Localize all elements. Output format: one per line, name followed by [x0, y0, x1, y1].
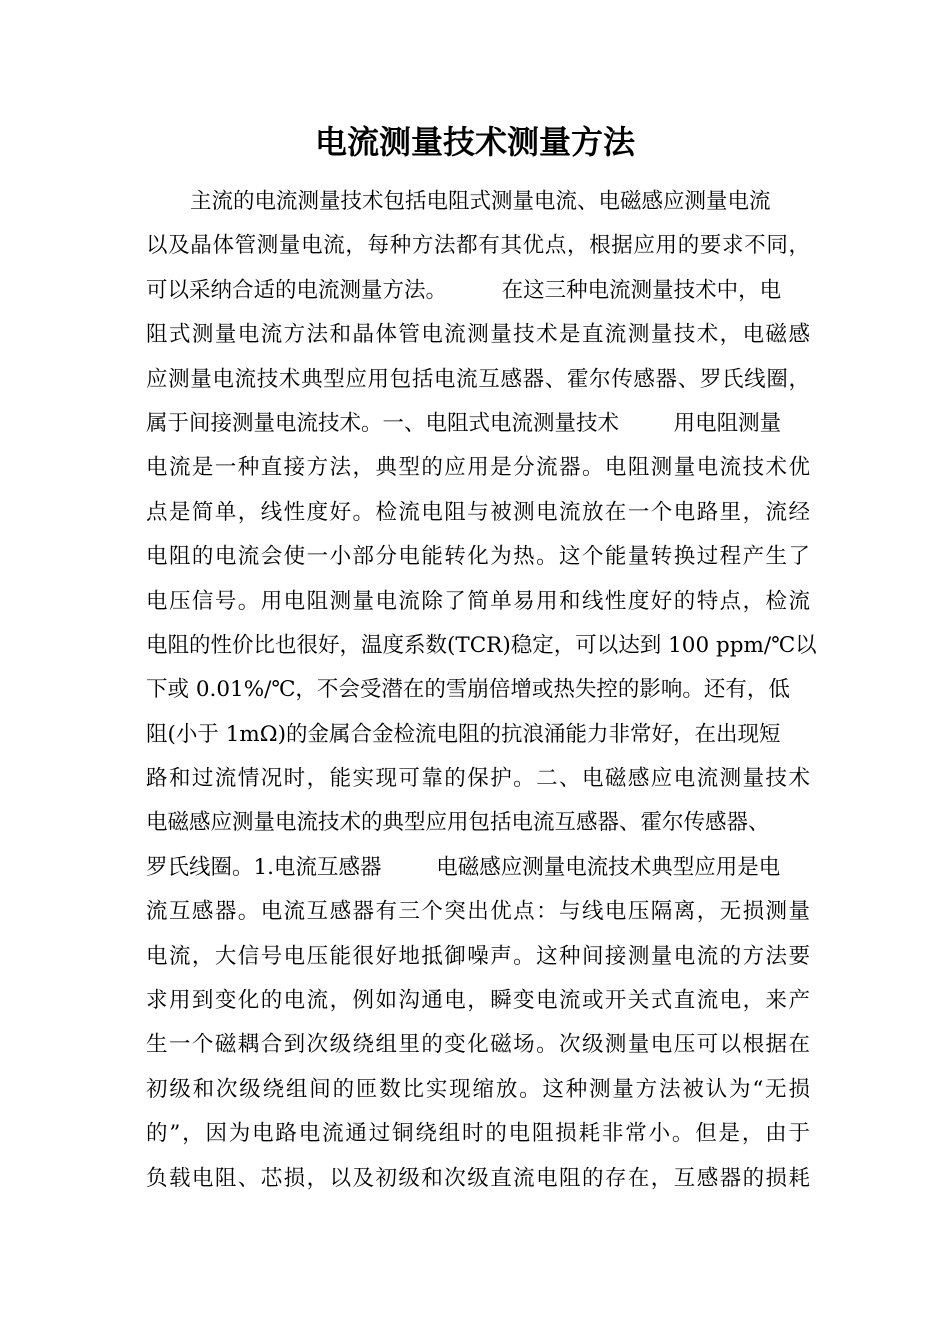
body-line: 可以采纳合适的电流测量方法。 在这三种电流测量技术中，电 — [146, 277, 782, 303]
document-body — [146, 180, 817, 1201]
body-line: 罗氏线圈。1.电流互感器 电磁感应测量电流技术典型应用是电 — [146, 854, 781, 880]
body-line: 求用到变化的电流，例如沟通电，瞬变电流或开关式直流电，来产 — [146, 988, 810, 1014]
body-line: 路和过流情况时，能实现可靠的保护。二、电磁感应电流测量技术 — [146, 766, 810, 792]
body-line: 电流，大信号电压能很好地抵御噪声。这种间接测量电流的方法要 — [146, 943, 810, 969]
body-line: 电磁感应测量电流技术的典型应用包括电流互感器、霍尔传感器、 — [146, 810, 770, 836]
body-line: 阻式测量电流方法和晶体管电流测量技术是直流测量技术，电磁感 — [146, 322, 810, 348]
body-line: 电压信号。用电阻测量电流除了简单易用和线性度好的特点，检流 — [146, 588, 810, 614]
body-line: 生一个磁耦合到次级绕组里的变化磁场。次级测量电压可以根据在 — [146, 1032, 810, 1058]
body-line: 流互感器。电流互感器有三个突出优点：与线电压隔离，无损测量 — [146, 899, 810, 925]
body-line: 主流的电流测量技术包括电阻式测量电流、电磁感应测量电流 — [190, 189, 771, 214]
body-line: 的”，因为电路电流通过铜绕组时的电阻损耗非常小。但是，由于 — [146, 1121, 810, 1147]
document-title: 电流测量技术测量方法 — [314, 123, 635, 161]
body-line: 属于间接测量电流技术。一、电阻式电流测量技术 用电阻测量 — [146, 410, 782, 436]
body-line: 以及晶体管测量电流，每种方法都有其优点，根据应用的要求不同， — [146, 233, 810, 259]
body-line: 负载电阻、芯损，以及初级和次级直流电阻的存在，互感器的损耗 — [146, 1165, 810, 1191]
body-line: 电阻的性价比也很好，温度系数(TCR)稳定，可以达到 100 ppm/℃以 — [146, 632, 817, 658]
body-line: 应测量电流技术典型应用包括电流互感器、霍尔传感器、罗氏线圈， — [146, 366, 810, 392]
body-line: 下或 0.01%/℃，不会受潜在的雪崩倍增或热失控的影响。还有，低 — [146, 677, 790, 703]
body-line: 初级和次级绕组间的匝数比实现缩放。这种测量方法被认为“无损 — [146, 1076, 810, 1102]
body-line: 电流是一种直接方法，典型的应用是分流器。电阻测量电流技术优 — [146, 455, 810, 481]
body-line: 阻(小于 1mΩ)的金属合金检流电阻的抗浪涌能力非常好，在出现短 — [146, 721, 781, 747]
body-line: 点是简单，线性度好。检流电阻与被测电流放在一个电路里，流经 — [146, 499, 810, 525]
body-line: 电阻的电流会使一小部分电能转化为热。这个能量转换过程产生了 — [146, 544, 810, 570]
